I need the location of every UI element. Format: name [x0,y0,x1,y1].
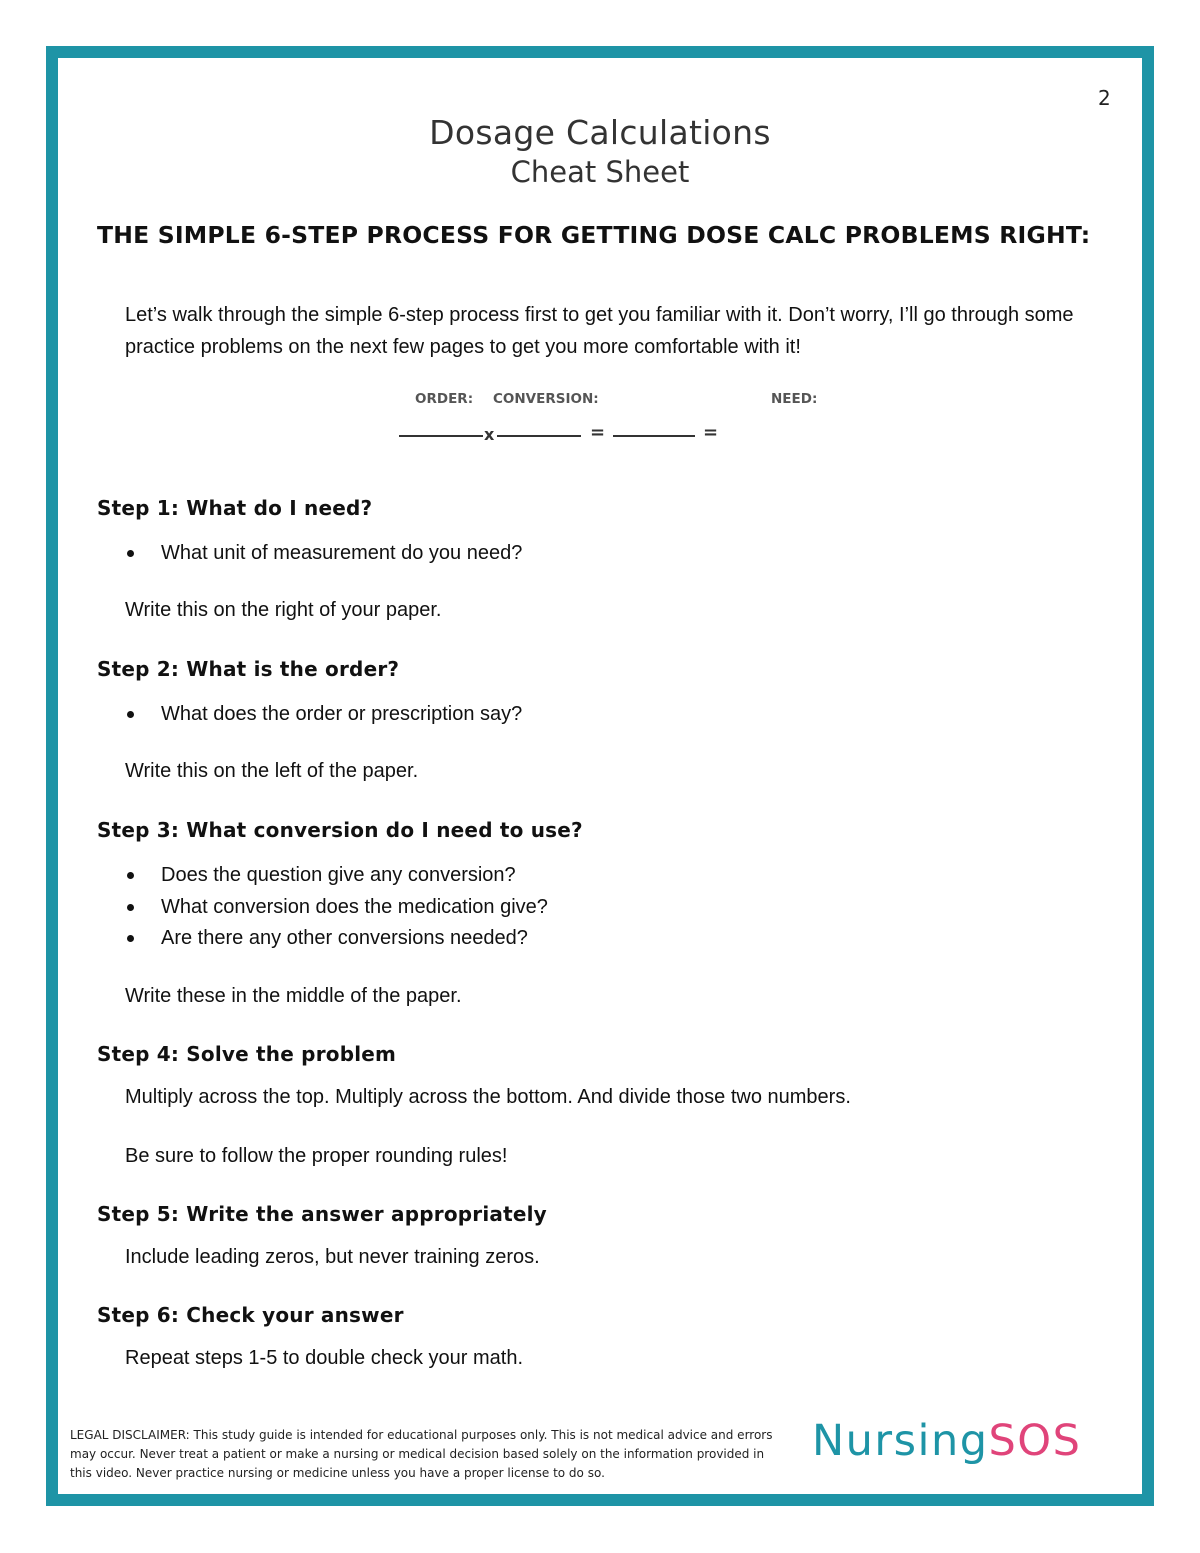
list-item: What does the order or prescription say? [125,700,522,732]
list-item: What unit of measurement do you need? [125,539,522,571]
step-1-heading: Step 1: What do I need? [97,496,373,520]
page-subtitle: Cheat Sheet [510,155,690,189]
bullet-icon [127,935,134,942]
page-number: 2 [1098,86,1111,110]
need-label: NEED: [771,391,818,407]
list-item: Does the question give any conversion? [125,861,548,893]
order-fraction-line [399,435,483,437]
main-heading: THE SIMPLE 6-STEP PROCESS FOR GETTING DOSE CALC PROBLEMS RIGHT: [97,221,1091,249]
step-4-note-2: Be sure to follow the proper rounding rules! [125,1145,508,1167]
step-1-note: Write this on the right of your paper. [125,599,442,621]
intro-paragraph: Let’s walk through the simple 6-step process first to get you familiar with it. Don’t worry, I’ll go through some practice problems on the next few pages to get you more comfortable with it! [125,304,1074,358]
equals-symbol: = [590,422,606,443]
step-6-note: Repeat steps 1-5 to double check your math. [125,1347,524,1369]
result-fraction-line [613,435,695,437]
order-label: ORDER: [415,391,474,407]
legal-disclaimer: LEGAL DISCLAIMER: This study guide is intended for educational purposes only. This is not medical advice and errors may occur. Never treat a patient or make a nursing or medical decision based solely on the information provided in this video. Never practice nursing or medicine unless you have a proper license to do so. [70,1428,773,1480]
bullet-icon [127,711,134,718]
dimensional-analysis-diagram [395,388,825,448]
page-title: Dosage Calculations [429,113,771,152]
conversion-fraction-line [497,435,581,437]
times-symbol: x [484,425,495,444]
step-6-heading: Step 6: Check your answer [97,1303,404,1327]
step-3-heading: Step 3: What conversion do I need to use? [97,818,583,842]
brand-name-part-2: SOS [988,1416,1082,1466]
step-2-note: Write this on the left of the paper. [125,760,419,782]
list-item: What conversion does the medication give? [125,893,548,925]
conversion-label: CONVERSION: [493,391,599,407]
brand-name-part-1: Nursing [812,1416,989,1466]
bullet-icon [127,550,134,557]
step-4-note-1: Multiply across the top. Multiply across the bottom. And divide those two numbers. [125,1086,851,1108]
nursingsos-logo [812,1416,1081,1466]
step-3-bullets [125,861,548,956]
step-3-note: Write these in the middle of the paper. [125,985,462,1007]
step-5-note: Include leading zeros, but never training zeros. [125,1246,540,1268]
bullet-icon [127,872,134,879]
step-5-heading: Step 5: Write the answer appropriately [97,1202,547,1226]
list-item: Are there any other conversions needed? [125,924,548,956]
equals-symbol: = [703,422,719,443]
step-4-heading: Step 4: Solve the problem [97,1042,397,1066]
step-2-bullets [125,700,522,732]
step-1-bullets [125,539,522,571]
step-2-heading: Step 2: What is the order? [97,657,400,681]
bullet-icon [127,904,134,911]
